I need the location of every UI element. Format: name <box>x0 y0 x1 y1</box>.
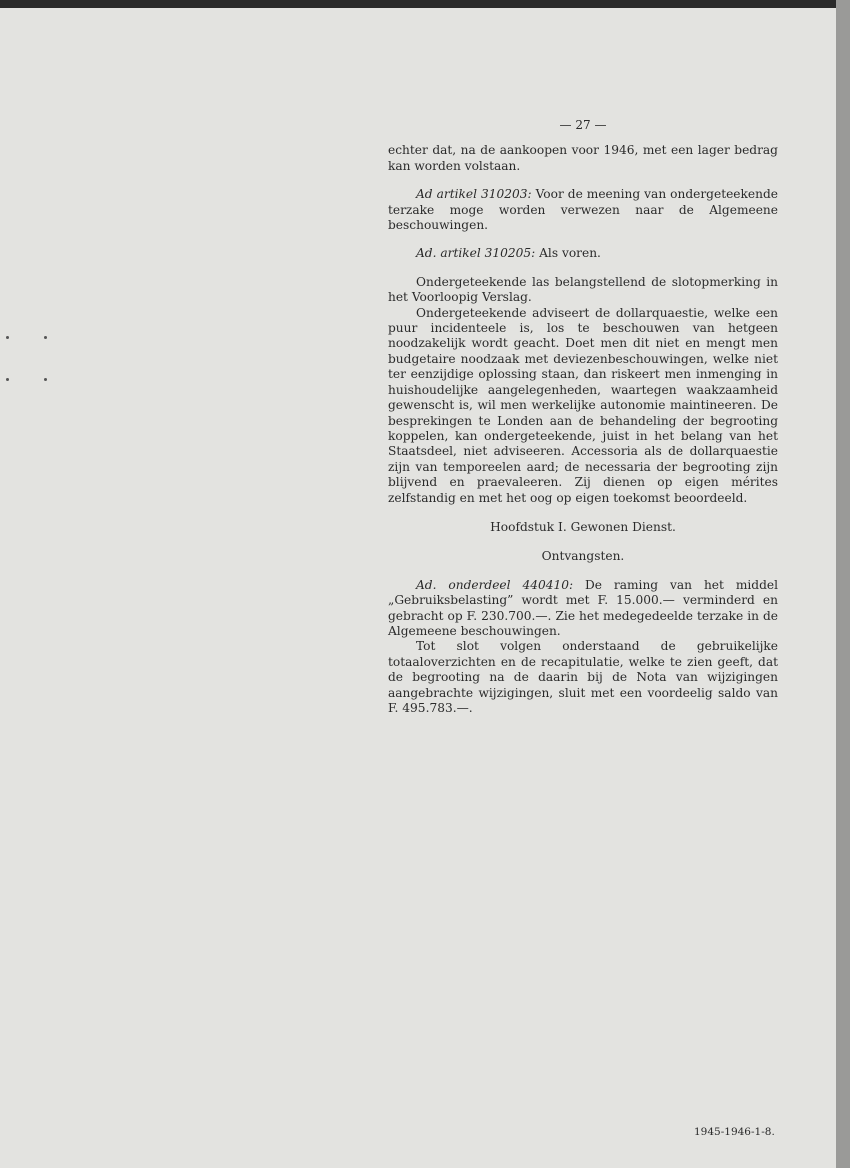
paragraph-text: De raming van het middel „Gebruiksbelasting” wordt met F. 15.000.— verminderd en gebracht op F. 230.700.—. Zie het medegedeelde terzake in de Algemeene beschouwingen. <box>388 577 778 638</box>
article-reference: Ad. onderdeel 440410: <box>416 577 574 592</box>
scan-right-edge <box>836 0 850 1168</box>
scan-speck <box>6 336 9 339</box>
scan-speck <box>6 378 9 381</box>
scan-speck <box>44 378 47 381</box>
paragraph-slotopmerking: Ondergeteekende las belangstellend de slotopmerking in het Voorloopig Verslag. <box>388 274 778 305</box>
article-reference: Ad. artikel 310205: <box>416 246 536 261</box>
chapter-heading: Hoofdstuk I. Gewonen Dienst. <box>490 519 676 534</box>
section-heading: Ontvangsten. <box>541 549 625 564</box>
paragraph-article-310205 <box>388 246 778 261</box>
paragraph-continuation: echter dat, na de aankoopen voor 1946, met een lager bedrag kan worden volstaan. <box>388 143 778 173</box>
paragraph-closing: Tot slot volgen onderstaand de gebruikelijke totaaloverzichten en de recapitulatie, welke te zien geeft, dat de begrooting na de daarin bij de Nota van wijzigingen aangebrachte wijzigingen, sluit met een voordeelig saldo van F. 495.783.—. <box>388 639 778 715</box>
document-page <box>0 8 836 1168</box>
paragraph-text: Als voren. <box>535 246 601 261</box>
paragraph-text: Voor de meening van ondergeteekende terzake moge worden verwezen naar de Algemeene beschouwingen. <box>388 187 778 233</box>
paragraph-onderdeel-440410 <box>388 578 778 640</box>
text-column <box>388 118 778 716</box>
scan-top-edge <box>0 0 850 8</box>
document-code: 1945-1946-1-8. <box>694 1126 775 1138</box>
paragraph-article-310203 <box>388 187 778 233</box>
paragraph-dollarquaestie: Ondergeteekende adviseert de dollarquaestie, welke een puur incidenteele is, los te beschouwen van hetgeen noodzakelijk wordt geacht. Doet men dit niet en mengt men budgetaire noodzaak met deviezenbeschouwingen, welke niet ter eenzijdige oplossing staan, dan riskeert men inmenging in huishoudelijke aangelegenheden, waartegen waakzaamheid gewenscht is, wil men werkelijke autonomie maintineeren. De besprekingen te Londen aan de behandeling der begrooting koppelen, kan ondergeteekende, juist in het belang van het Staatsdeel, niet adviseeren. Accessoria als de dollarquaestie zijn van temporeelen aard; de necessaria der begrooting zijn blijvend en praevaleeren. Zij dienen op eigen mérites zelfstandig en met het oog op eigen toekomst beoordeeld. <box>388 305 778 505</box>
scan-speck <box>44 336 47 339</box>
page-number: — 27 — <box>559 118 607 132</box>
article-reference: Ad artikel 310203: <box>416 187 532 202</box>
